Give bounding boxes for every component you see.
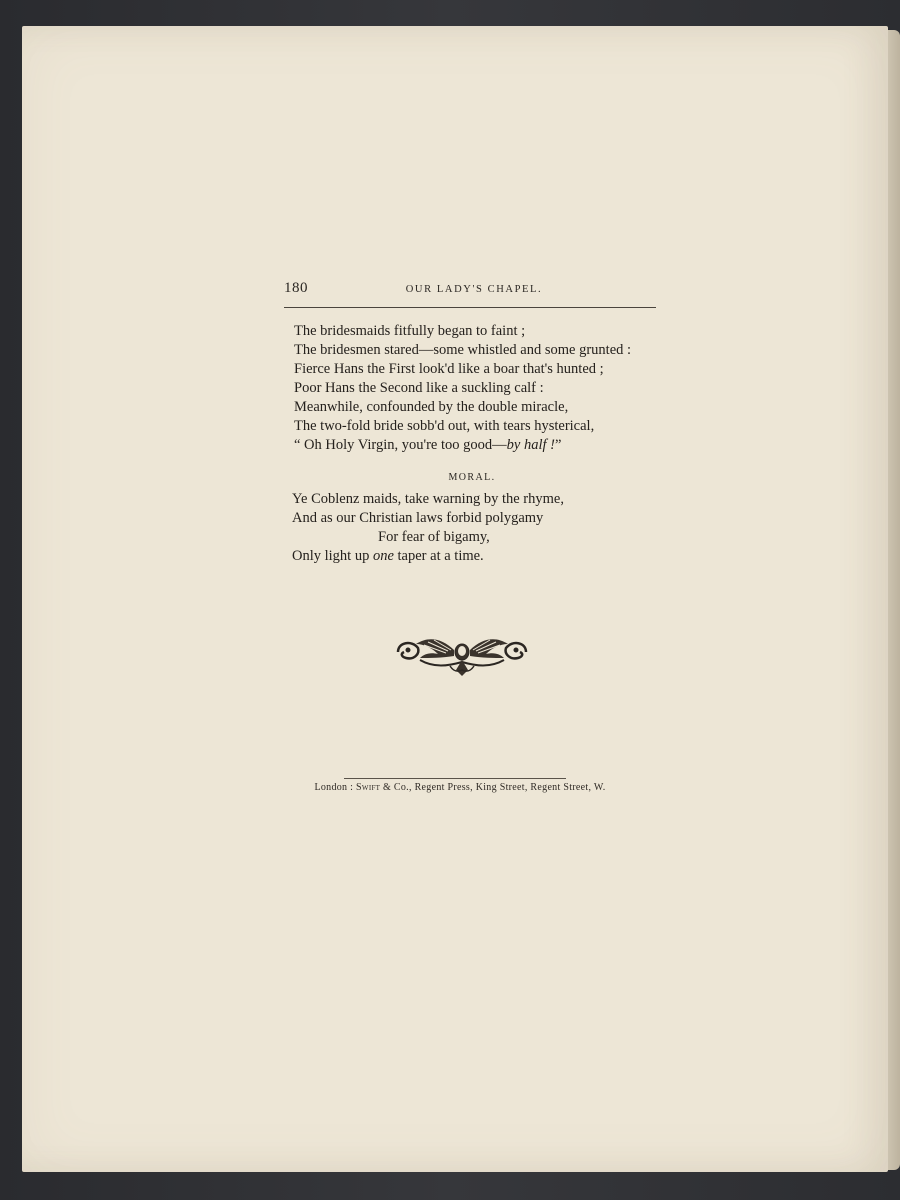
imprint-text: & Co., Regent Press, King Street, Regent Street, W. [380, 782, 606, 793]
chapter-title: OUR LADY'S CHAPEL. [405, 284, 543, 295]
imprint-rule [344, 778, 566, 779]
moral-line: And as our Christian laws forbid polygamy [292, 510, 544, 526]
moral-line-indented: For fear of bigamy, [378, 529, 490, 545]
moral-heading: MORAL. [448, 472, 496, 483]
verse-italic-text: one [372, 548, 394, 564]
verse-text: Only light up [292, 548, 373, 564]
verse-line: Meanwhile, confounded by the double miracle, [294, 399, 569, 415]
verse-line: The bridesmen stared—some whistled and some grunted : [294, 342, 632, 358]
moral-stanza [292, 490, 672, 566]
verse-line: Poor Hans the Second like a suckling calf : [294, 380, 544, 396]
poem-stanza [294, 322, 674, 455]
imprint-printer-name: Swift [356, 782, 381, 793]
winged-cherub-vignette-icon [394, 630, 530, 678]
verse-text: taper at a time. [393, 548, 484, 564]
verse-italic-text: by half ! [506, 437, 555, 453]
verse-line: The bridesmaids fitfully began to faint ; [294, 323, 526, 339]
moral-line-final [292, 547, 672, 566]
verse-line-final [294, 436, 674, 455]
verse-line: The two-fold bride sobb'd out, with tears hysterical, [294, 418, 595, 434]
header-rule [284, 307, 656, 308]
moral-line: Ye Coblenz maids, take warning by the rhyme, [292, 491, 564, 507]
verse-text: “ Oh Holy Virgin, you're too good— [294, 437, 507, 453]
book-page [22, 26, 888, 1172]
verse-line: Fierce Hans the First look'd like a boar that's hunted ; [294, 361, 604, 377]
printer-imprint [300, 782, 620, 793]
verse-text: ” [554, 437, 562, 453]
page-number: 180 [284, 280, 308, 296]
imprint-text: London : [314, 782, 357, 793]
running-head [284, 280, 656, 306]
